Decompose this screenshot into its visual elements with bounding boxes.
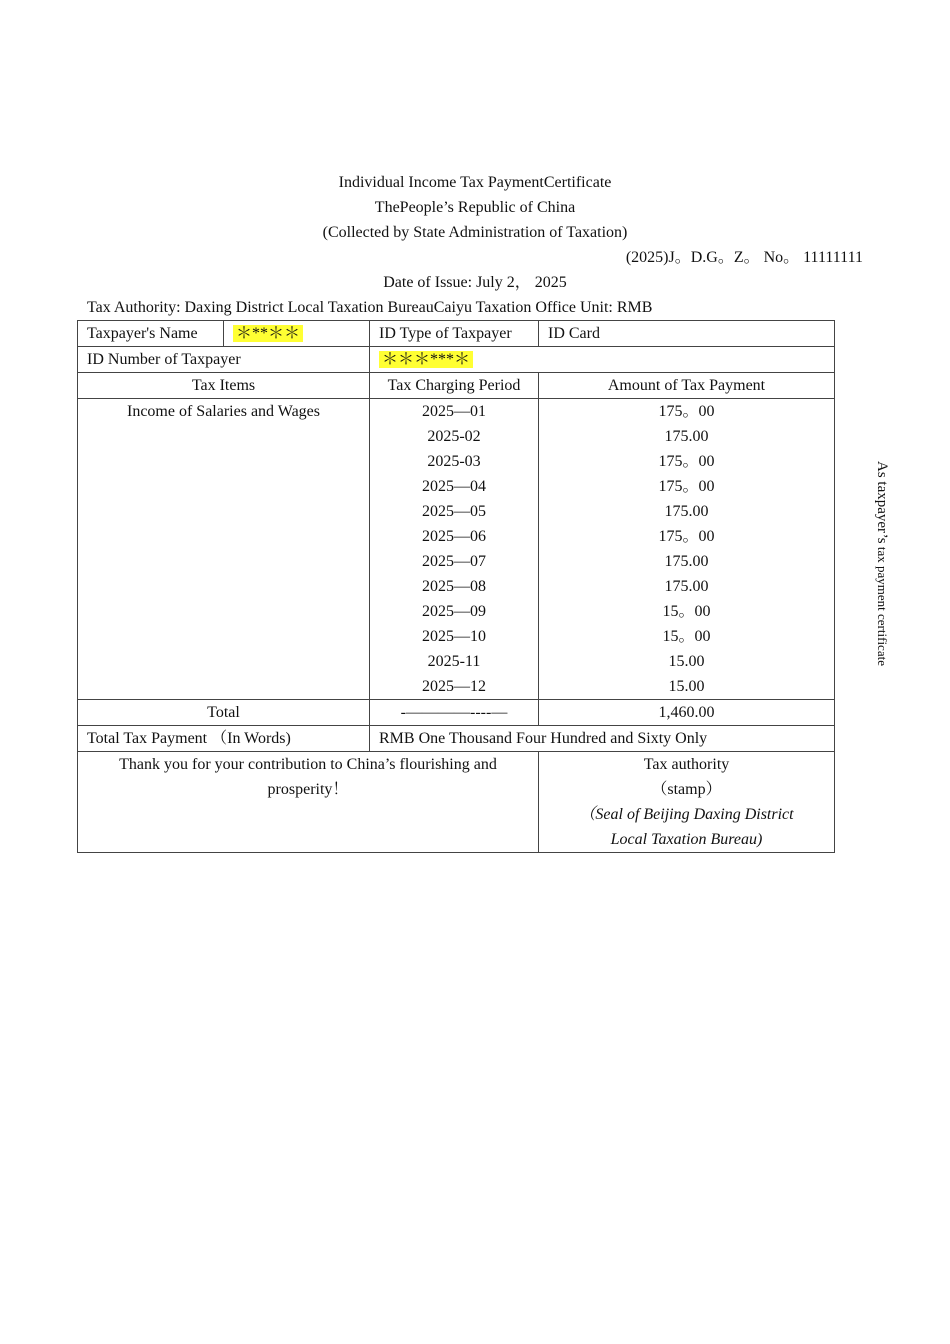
amount-entry: 175.00: [664, 428, 709, 445]
country-name: ThePeople’s Republic of China: [374, 199, 576, 216]
period-entry: 2025—09: [422, 603, 486, 620]
column-header-row: [78, 373, 835, 399]
total-words-label: Total Tax Payment （In Words): [78, 726, 370, 752]
amount-entry: 15。00: [662, 628, 711, 645]
tax-item-cell: Income of Salaries and Wages: [78, 399, 370, 700]
taxpayer-row: [78, 321, 835, 347]
seal-line-2: Local Taxation Bureau): [610, 831, 763, 848]
amount-entry: 15.00: [668, 653, 705, 670]
amount-entry: 15。00: [662, 603, 711, 620]
column-header-amount: Amount of Tax Payment: [539, 373, 835, 399]
amount-entry: 175。00: [658, 478, 715, 495]
stamp-cell: [539, 752, 835, 853]
period-entry: 2025—12: [422, 678, 486, 695]
period-entry: 2025-02: [427, 428, 481, 445]
period-entry: 2025—08: [422, 578, 486, 595]
tax-authority-label: Tax authority: [643, 756, 730, 773]
amount-entry: 175。00: [658, 528, 715, 545]
amount-list: [539, 399, 835, 700]
id-number-cell: [370, 347, 835, 373]
certificate-title: Individual Income Tax PaymentCertificate: [338, 174, 612, 191]
amount-entry: 175。00: [658, 453, 715, 470]
period-entry: 2025—06: [422, 528, 486, 545]
period-entry: 2025-03: [427, 453, 481, 470]
tax-authority-line: Tax Authority: Daxing District Local Taxation BureauCaiyu Taxation Office Unit: RMB: [87, 299, 653, 316]
taxpayer-name-label: Taxpayer's Name: [78, 321, 224, 347]
period-entry: 2025—04: [422, 478, 486, 495]
total-row: [78, 700, 835, 726]
total-amount: 1,460.00: [539, 700, 835, 726]
period-list: [370, 399, 539, 700]
column-header-items: Tax Items: [78, 373, 370, 399]
document-number: (2025)J。D.G。Z。 No。 11111111: [625, 249, 863, 266]
total-words-row: [78, 726, 835, 752]
total-period-placeholder: -————----—: [370, 700, 539, 726]
column-header-period: Tax Charging Period: [370, 373, 539, 399]
seal-line-1: （Seal of Beijing Daxing District: [579, 806, 794, 823]
issue-date: Date of Issue: July 2， 2025: [383, 274, 567, 291]
id-number-value: ＊＊＊***＊: [379, 351, 473, 368]
total-words-value: RMB One Thousand Four Hundred and Sixty Only: [370, 726, 835, 752]
collector-note: (Collected by State Administration of Taxation): [322, 224, 628, 241]
amount-entry: 175.00: [664, 553, 709, 570]
taxpayer-name-value: ＊**＊＊: [233, 325, 303, 342]
amount-entry: 175.00: [664, 578, 709, 595]
side-certificate-note: [873, 461, 891, 666]
footer-row: [78, 752, 835, 853]
certificate-table: [77, 320, 835, 853]
period-entry: 2025—10: [422, 628, 486, 645]
thanks-message: Thank you for your contribution to China’s flourishing and prosperity！: [78, 752, 539, 853]
period-entry: 2025—07: [422, 553, 486, 570]
id-number-row: [78, 347, 835, 373]
period-entry: 2025—05: [422, 503, 486, 520]
period-entry: 2025-11: [427, 653, 481, 670]
id-type-value: ID Card: [539, 321, 835, 347]
side-note-main: As taxpayer’s: [874, 461, 890, 544]
id-number-label: ID Number of Taxpayer: [78, 347, 370, 373]
tax-detail-row: [78, 399, 835, 700]
amount-entry: 175。00: [658, 403, 715, 420]
total-label: Total: [78, 700, 370, 726]
stamp-label: （stamp）: [651, 781, 722, 798]
taxpayer-name-cell: [224, 321, 370, 347]
side-note-small: tax payment certificate: [875, 543, 890, 666]
period-entry: 2025—01: [422, 403, 486, 420]
amount-entry: 15.00: [668, 678, 705, 695]
amount-entry: 175.00: [664, 503, 709, 520]
id-type-label: ID Type of Taxpayer: [370, 321, 539, 347]
